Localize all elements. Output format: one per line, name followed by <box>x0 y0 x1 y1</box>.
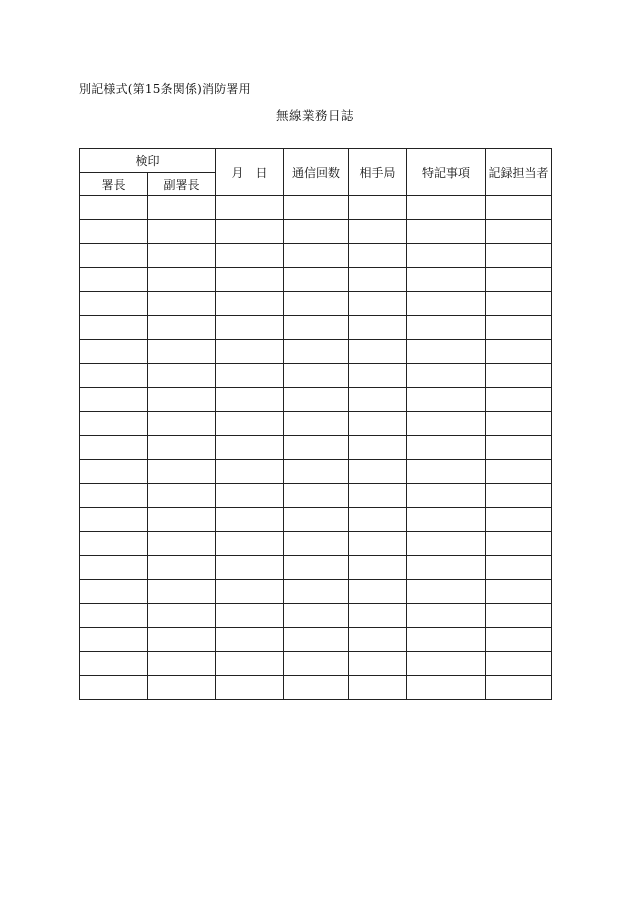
table-row <box>80 628 552 652</box>
deputy-seal-cell[interactable] <box>148 316 216 340</box>
deputy-seal-cell[interactable] <box>148 532 216 556</box>
deputy-seal-cell[interactable] <box>148 556 216 580</box>
chief-seal-cell[interactable] <box>80 652 148 676</box>
partner-station-cell[interactable] <box>349 292 407 316</box>
recorder-cell[interactable] <box>486 604 552 628</box>
comm-count-cell[interactable] <box>284 628 349 652</box>
date-cell[interactable] <box>216 364 284 388</box>
special-notes-cell[interactable] <box>407 580 486 604</box>
table-row <box>80 196 552 220</box>
recorder-cell[interactable] <box>486 196 552 220</box>
partner-station-cell[interactable] <box>349 652 407 676</box>
date-cell[interactable] <box>216 340 284 364</box>
deputy-seal-cell[interactable] <box>148 460 216 484</box>
comm-count-cell[interactable] <box>284 460 349 484</box>
chief-seal-cell[interactable] <box>80 388 148 412</box>
table-row <box>80 340 552 364</box>
special-notes-cell[interactable] <box>407 316 486 340</box>
partner-station-cell[interactable] <box>349 484 407 508</box>
table-row <box>80 556 552 580</box>
recorder-cell[interactable] <box>486 340 552 364</box>
recorder-cell[interactable] <box>486 484 552 508</box>
date-cell[interactable] <box>216 652 284 676</box>
special-notes-cell[interactable] <box>407 508 486 532</box>
chief-seal-cell[interactable] <box>80 196 148 220</box>
deputy-chief-header: 副署長 <box>148 173 216 196</box>
date-cell[interactable] <box>216 532 284 556</box>
recorder-cell[interactable] <box>486 292 552 316</box>
comm-count-cell[interactable] <box>284 412 349 436</box>
special-notes-cell[interactable] <box>407 244 486 268</box>
table-row <box>80 508 552 532</box>
header-row-top <box>80 149 552 173</box>
date-cell[interactable] <box>216 460 284 484</box>
special-notes-cell[interactable] <box>407 268 486 292</box>
special-notes-header: 特記事項 <box>407 149 486 196</box>
special-notes-cell[interactable] <box>407 532 486 556</box>
date-cell[interactable] <box>216 676 284 700</box>
partner-station-cell[interactable] <box>349 508 407 532</box>
special-notes-cell[interactable] <box>407 364 486 388</box>
partner-station-cell[interactable] <box>349 268 407 292</box>
recorder-cell[interactable] <box>486 460 552 484</box>
chief-seal-cell[interactable] <box>80 364 148 388</box>
table-row <box>80 316 552 340</box>
date-cell[interactable] <box>216 628 284 652</box>
partner-station-cell[interactable] <box>349 244 407 268</box>
special-notes-cell[interactable] <box>407 340 486 364</box>
date-header: 月 日 <box>216 149 284 196</box>
recorder-cell[interactable] <box>486 412 552 436</box>
partner-station-header: 相手局 <box>349 149 407 196</box>
chief-seal-cell[interactable] <box>80 220 148 244</box>
comm-count-cell[interactable] <box>284 364 349 388</box>
recorder-cell[interactable] <box>486 388 552 412</box>
comm-count-cell[interactable] <box>284 604 349 628</box>
special-notes-cell[interactable] <box>407 676 486 700</box>
special-notes-cell[interactable] <box>407 436 486 460</box>
deputy-seal-cell[interactable] <box>148 580 216 604</box>
special-notes-cell[interactable] <box>407 460 486 484</box>
deputy-seal-cell[interactable] <box>148 364 216 388</box>
deputy-seal-cell[interactable] <box>148 604 216 628</box>
special-notes-cell[interactable] <box>407 604 486 628</box>
date-cell[interactable] <box>216 388 284 412</box>
special-notes-cell[interactable] <box>407 292 486 316</box>
special-notes-cell[interactable] <box>407 556 486 580</box>
radio-log-table <box>79 148 552 700</box>
recorder-cell[interactable] <box>486 268 552 292</box>
table-row <box>80 460 552 484</box>
chief-seal-cell[interactable] <box>80 244 148 268</box>
chief-seal-cell[interactable] <box>80 340 148 364</box>
recorder-header: 記録担当者 <box>486 149 552 196</box>
partner-station-cell[interactable] <box>349 676 407 700</box>
inspection-seal-header: 検印 <box>80 149 216 173</box>
deputy-seal-cell[interactable] <box>148 388 216 412</box>
table-row <box>80 436 552 460</box>
table-row <box>80 412 552 436</box>
recorder-cell[interactable] <box>486 676 552 700</box>
chief-seal-cell[interactable] <box>80 268 148 292</box>
form-reference-note: 別記様式(第15条関係)消防署用 <box>79 82 251 96</box>
chief-seal-cell[interactable] <box>80 532 148 556</box>
partner-station-cell[interactable] <box>349 316 407 340</box>
date-cell[interactable] <box>216 412 284 436</box>
table-row <box>80 388 552 412</box>
chief-seal-cell[interactable] <box>80 580 148 604</box>
table-row <box>80 604 552 628</box>
deputy-seal-cell[interactable] <box>148 628 216 652</box>
recorder-cell[interactable] <box>486 508 552 532</box>
deputy-seal-cell[interactable] <box>148 268 216 292</box>
deputy-seal-cell[interactable] <box>148 340 216 364</box>
date-cell[interactable] <box>216 580 284 604</box>
recorder-cell[interactable] <box>486 436 552 460</box>
comm-count-cell[interactable] <box>284 244 349 268</box>
date-cell[interactable] <box>216 196 284 220</box>
partner-station-cell[interactable] <box>349 628 407 652</box>
recorder-cell[interactable] <box>486 652 552 676</box>
deputy-seal-cell[interactable] <box>148 196 216 220</box>
comm-count-cell[interactable] <box>284 292 349 316</box>
special-notes-cell[interactable] <box>407 628 486 652</box>
partner-station-cell[interactable] <box>349 364 407 388</box>
date-cell[interactable] <box>216 292 284 316</box>
special-notes-cell[interactable] <box>407 196 486 220</box>
comm-count-cell[interactable] <box>284 580 349 604</box>
recorder-cell[interactable] <box>486 628 552 652</box>
table-row <box>80 292 552 316</box>
table-row <box>80 532 552 556</box>
chief-seal-cell[interactable] <box>80 484 148 508</box>
comm-count-cell[interactable] <box>284 652 349 676</box>
partner-station-cell[interactable] <box>349 604 407 628</box>
partner-station-cell[interactable] <box>349 340 407 364</box>
table-row <box>80 676 552 700</box>
special-notes-cell[interactable] <box>407 652 486 676</box>
comm-count-cell[interactable] <box>284 676 349 700</box>
recorder-cell[interactable] <box>486 244 552 268</box>
chief-seal-cell[interactable] <box>80 508 148 532</box>
recorder-cell[interactable] <box>486 220 552 244</box>
chief-seal-cell[interactable] <box>80 604 148 628</box>
chief-seal-cell[interactable] <box>80 412 148 436</box>
chief-seal-cell[interactable] <box>80 556 148 580</box>
chief-seal-cell[interactable] <box>80 316 148 340</box>
partner-station-cell[interactable] <box>349 388 407 412</box>
deputy-seal-cell[interactable] <box>148 244 216 268</box>
comm-count-cell[interactable] <box>284 556 349 580</box>
partner-station-cell[interactable] <box>349 196 407 220</box>
partner-station-cell[interactable] <box>349 556 407 580</box>
table-row <box>80 364 552 388</box>
date-cell[interactable] <box>216 268 284 292</box>
comm-count-cell[interactable] <box>284 340 349 364</box>
date-cell[interactable] <box>216 508 284 532</box>
partner-station-cell[interactable] <box>349 532 407 556</box>
partner-station-cell[interactable] <box>349 412 407 436</box>
date-cell[interactable] <box>216 556 284 580</box>
date-cell[interactable] <box>216 220 284 244</box>
chief-seal-cell[interactable] <box>80 676 148 700</box>
special-notes-cell[interactable] <box>407 412 486 436</box>
chief-seal-cell[interactable] <box>80 460 148 484</box>
table-row <box>80 484 552 508</box>
table-row <box>80 580 552 604</box>
document-title: 無線業務日誌 <box>275 108 354 123</box>
recorder-cell[interactable] <box>486 532 552 556</box>
date-cell[interactable] <box>216 484 284 508</box>
special-notes-cell[interactable] <box>407 484 486 508</box>
partner-station-cell[interactable] <box>349 580 407 604</box>
recorder-cell[interactable] <box>486 556 552 580</box>
partner-station-cell[interactable] <box>349 220 407 244</box>
comm-count-cell[interactable] <box>284 508 349 532</box>
special-notes-cell[interactable] <box>407 220 486 244</box>
deputy-seal-cell[interactable] <box>148 292 216 316</box>
date-cell[interactable] <box>216 316 284 340</box>
communication-count-header: 通信回数 <box>284 149 349 196</box>
comm-count-cell[interactable] <box>284 388 349 412</box>
comm-count-cell[interactable] <box>284 196 349 220</box>
chief-seal-cell[interactable] <box>80 292 148 316</box>
date-cell[interactable] <box>216 244 284 268</box>
partner-station-cell[interactable] <box>349 436 407 460</box>
comm-count-cell[interactable] <box>284 532 349 556</box>
date-cell[interactable] <box>216 436 284 460</box>
recorder-cell[interactable] <box>486 316 552 340</box>
comm-count-cell[interactable] <box>284 484 349 508</box>
recorder-cell[interactable] <box>486 364 552 388</box>
deputy-seal-cell[interactable] <box>148 652 216 676</box>
comm-count-cell[interactable] <box>284 316 349 340</box>
comm-count-cell[interactable] <box>284 436 349 460</box>
date-cell[interactable] <box>216 604 284 628</box>
log-entries <box>80 196 552 700</box>
deputy-seal-cell[interactable] <box>148 484 216 508</box>
chief-seal-cell[interactable] <box>80 436 148 460</box>
station-chief-header: 署長 <box>80 173 148 196</box>
deputy-seal-cell[interactable] <box>148 676 216 700</box>
recorder-cell[interactable] <box>486 580 552 604</box>
special-notes-cell[interactable] <box>407 388 486 412</box>
deputy-seal-cell[interactable] <box>148 508 216 532</box>
comm-count-cell[interactable] <box>284 220 349 244</box>
table-row <box>80 220 552 244</box>
table-row <box>80 244 552 268</box>
table-row <box>80 652 552 676</box>
chief-seal-cell[interactable] <box>80 628 148 652</box>
deputy-seal-cell[interactable] <box>148 436 216 460</box>
comm-count-cell[interactable] <box>284 268 349 292</box>
deputy-seal-cell[interactable] <box>148 220 216 244</box>
deputy-seal-cell[interactable] <box>148 412 216 436</box>
partner-station-cell[interactable] <box>349 460 407 484</box>
table-row <box>80 268 552 292</box>
